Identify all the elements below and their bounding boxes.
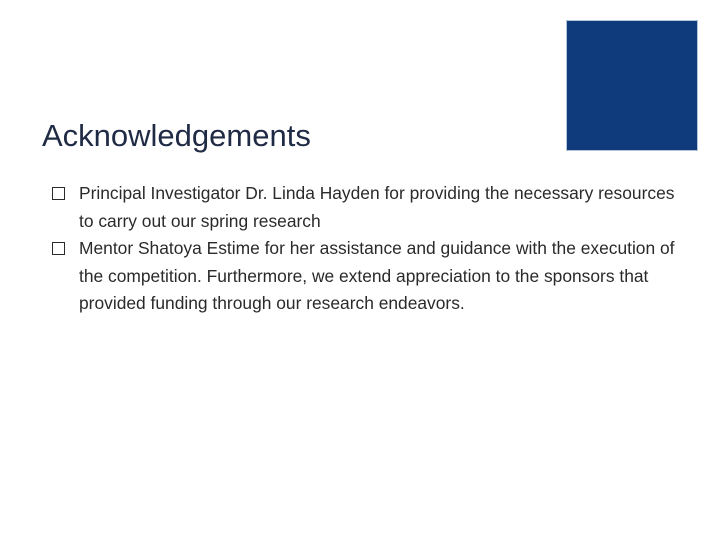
checkbox-icon xyxy=(52,242,65,255)
slide-title: Acknowledgements xyxy=(42,118,311,153)
checkbox-icon xyxy=(52,187,65,200)
bullet-list xyxy=(52,180,692,318)
bullet-item-investigator xyxy=(52,180,692,235)
bullet-text: Principal Investigator Dr. Linda Hayden for providing the necessary resources to carry out our spring research xyxy=(79,183,675,231)
bullet-text: Mentor Shatoya Estime for her assistance and guidance with the execution of the competition. Furthermore, we extend appreciation to the sponsors that provided funding through our research endeavors. xyxy=(79,238,675,314)
bullet-item-mentor xyxy=(52,235,692,318)
accent-square xyxy=(566,20,698,151)
